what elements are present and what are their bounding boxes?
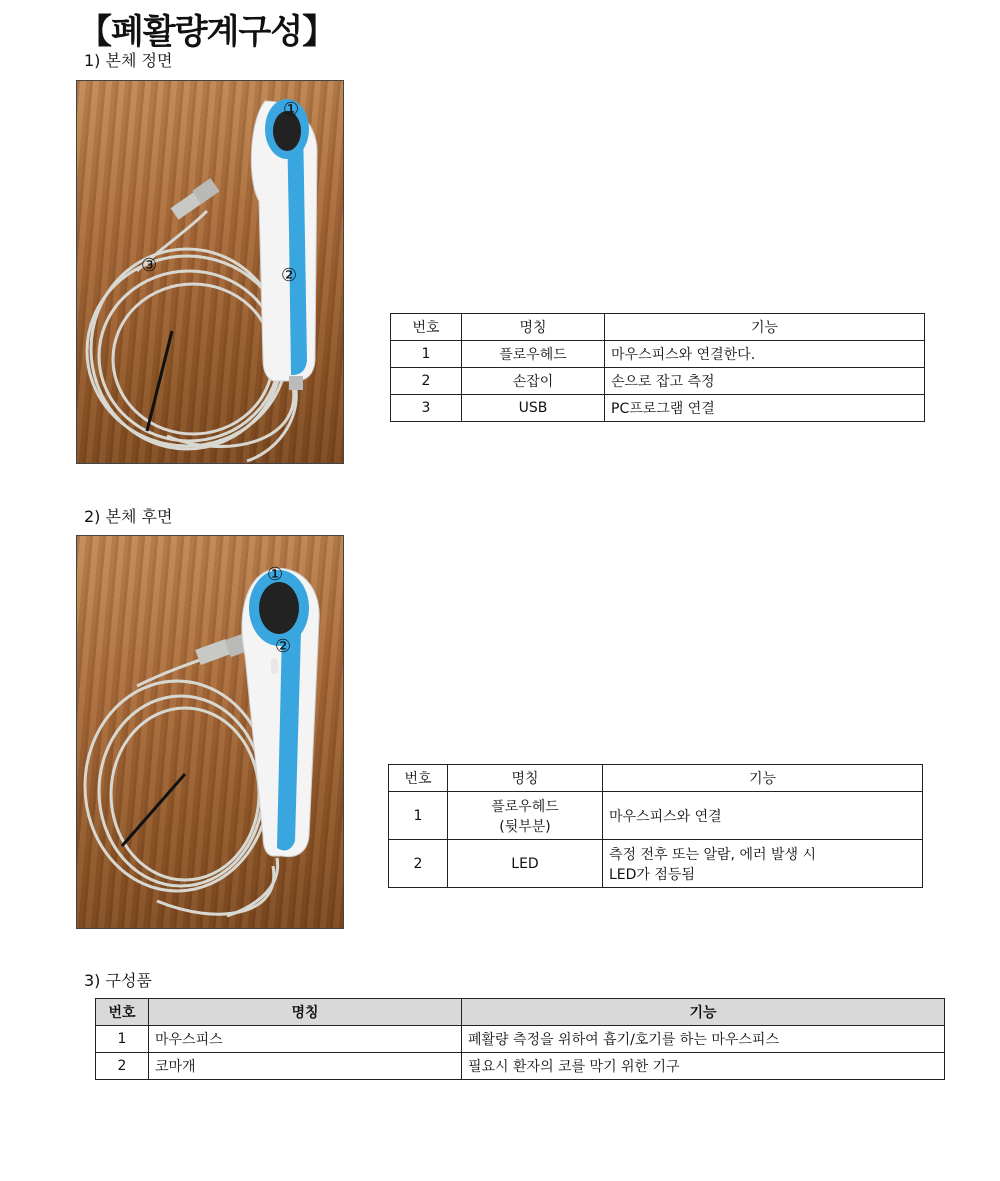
table-row — [96, 1053, 945, 1080]
components-table — [95, 998, 945, 1080]
cell-number: 2 — [96, 1053, 149, 1080]
col-number: 번호 — [389, 765, 448, 792]
cell-number: 1 — [96, 1026, 149, 1053]
device-back-photo — [76, 535, 344, 929]
front-spec-table — [390, 313, 925, 422]
cell-function: 측정 전후 또는 알람, 에러 발생 시 LED가 점등됨 — [603, 840, 923, 888]
col-name: 명칭 — [462, 314, 605, 341]
marker-2: ② — [281, 265, 298, 286]
back-spec-table — [388, 764, 923, 888]
col-name: 명칭 — [448, 765, 603, 792]
table-row — [96, 1026, 945, 1053]
marker-1: ① — [283, 99, 300, 120]
col-function: 기능 — [605, 314, 925, 341]
cell-function: 마우스피스와 연결 — [603, 792, 923, 840]
cell-name: LED — [448, 840, 603, 888]
cell-function: PC프로그램 연결 — [605, 395, 925, 422]
table-header-row — [391, 314, 925, 341]
table-header-row — [389, 765, 923, 792]
col-name: 명칭 — [149, 999, 462, 1026]
cell-function: 필요시 환자의 코를 막기 위한 기구 — [462, 1053, 945, 1080]
table-row — [391, 395, 925, 422]
section3-heading: 3) 구성품 — [84, 971, 152, 990]
cell-name: 손잡이 — [462, 368, 605, 395]
cell-number: 1 — [389, 792, 448, 840]
cell-name: 마우스피스 — [149, 1026, 462, 1053]
table-row — [389, 840, 923, 888]
page-title: 【폐활량계구성】 — [78, 12, 336, 52]
cell-number: 2 — [391, 368, 462, 395]
cell-number: 1 — [391, 341, 462, 368]
cell-function: 폐활량 측정을 위하여 흡기/호기를 하는 마우스피스 — [462, 1026, 945, 1053]
cell-function: 마우스피스와 연결한다. — [605, 341, 925, 368]
cell-function: 손으로 잡고 측정 — [605, 368, 925, 395]
cell-name: 플로우헤드 (뒷부분) — [448, 792, 603, 840]
device-front-photo — [76, 80, 344, 464]
col-function: 기능 — [462, 999, 945, 1026]
section2-heading: 2) 본체 후면 — [84, 507, 173, 526]
col-number: 번호 — [391, 314, 462, 341]
section1-heading: 1) 본체 정면 — [84, 51, 173, 70]
cell-number: 2 — [389, 840, 448, 888]
cell-name: 플로우헤드 — [462, 341, 605, 368]
marker-1: ① — [267, 564, 284, 585]
marker-2: ② — [275, 636, 292, 657]
cell-number: 3 — [391, 395, 462, 422]
table-header-row — [96, 999, 945, 1026]
table-row — [391, 341, 925, 368]
table-row — [389, 792, 923, 840]
cell-name: USB — [462, 395, 605, 422]
cell-name: 코마개 — [149, 1053, 462, 1080]
table-row — [391, 368, 925, 395]
col-number: 번호 — [96, 999, 149, 1026]
col-function: 기능 — [603, 765, 923, 792]
marker-3: ③ — [141, 255, 158, 276]
